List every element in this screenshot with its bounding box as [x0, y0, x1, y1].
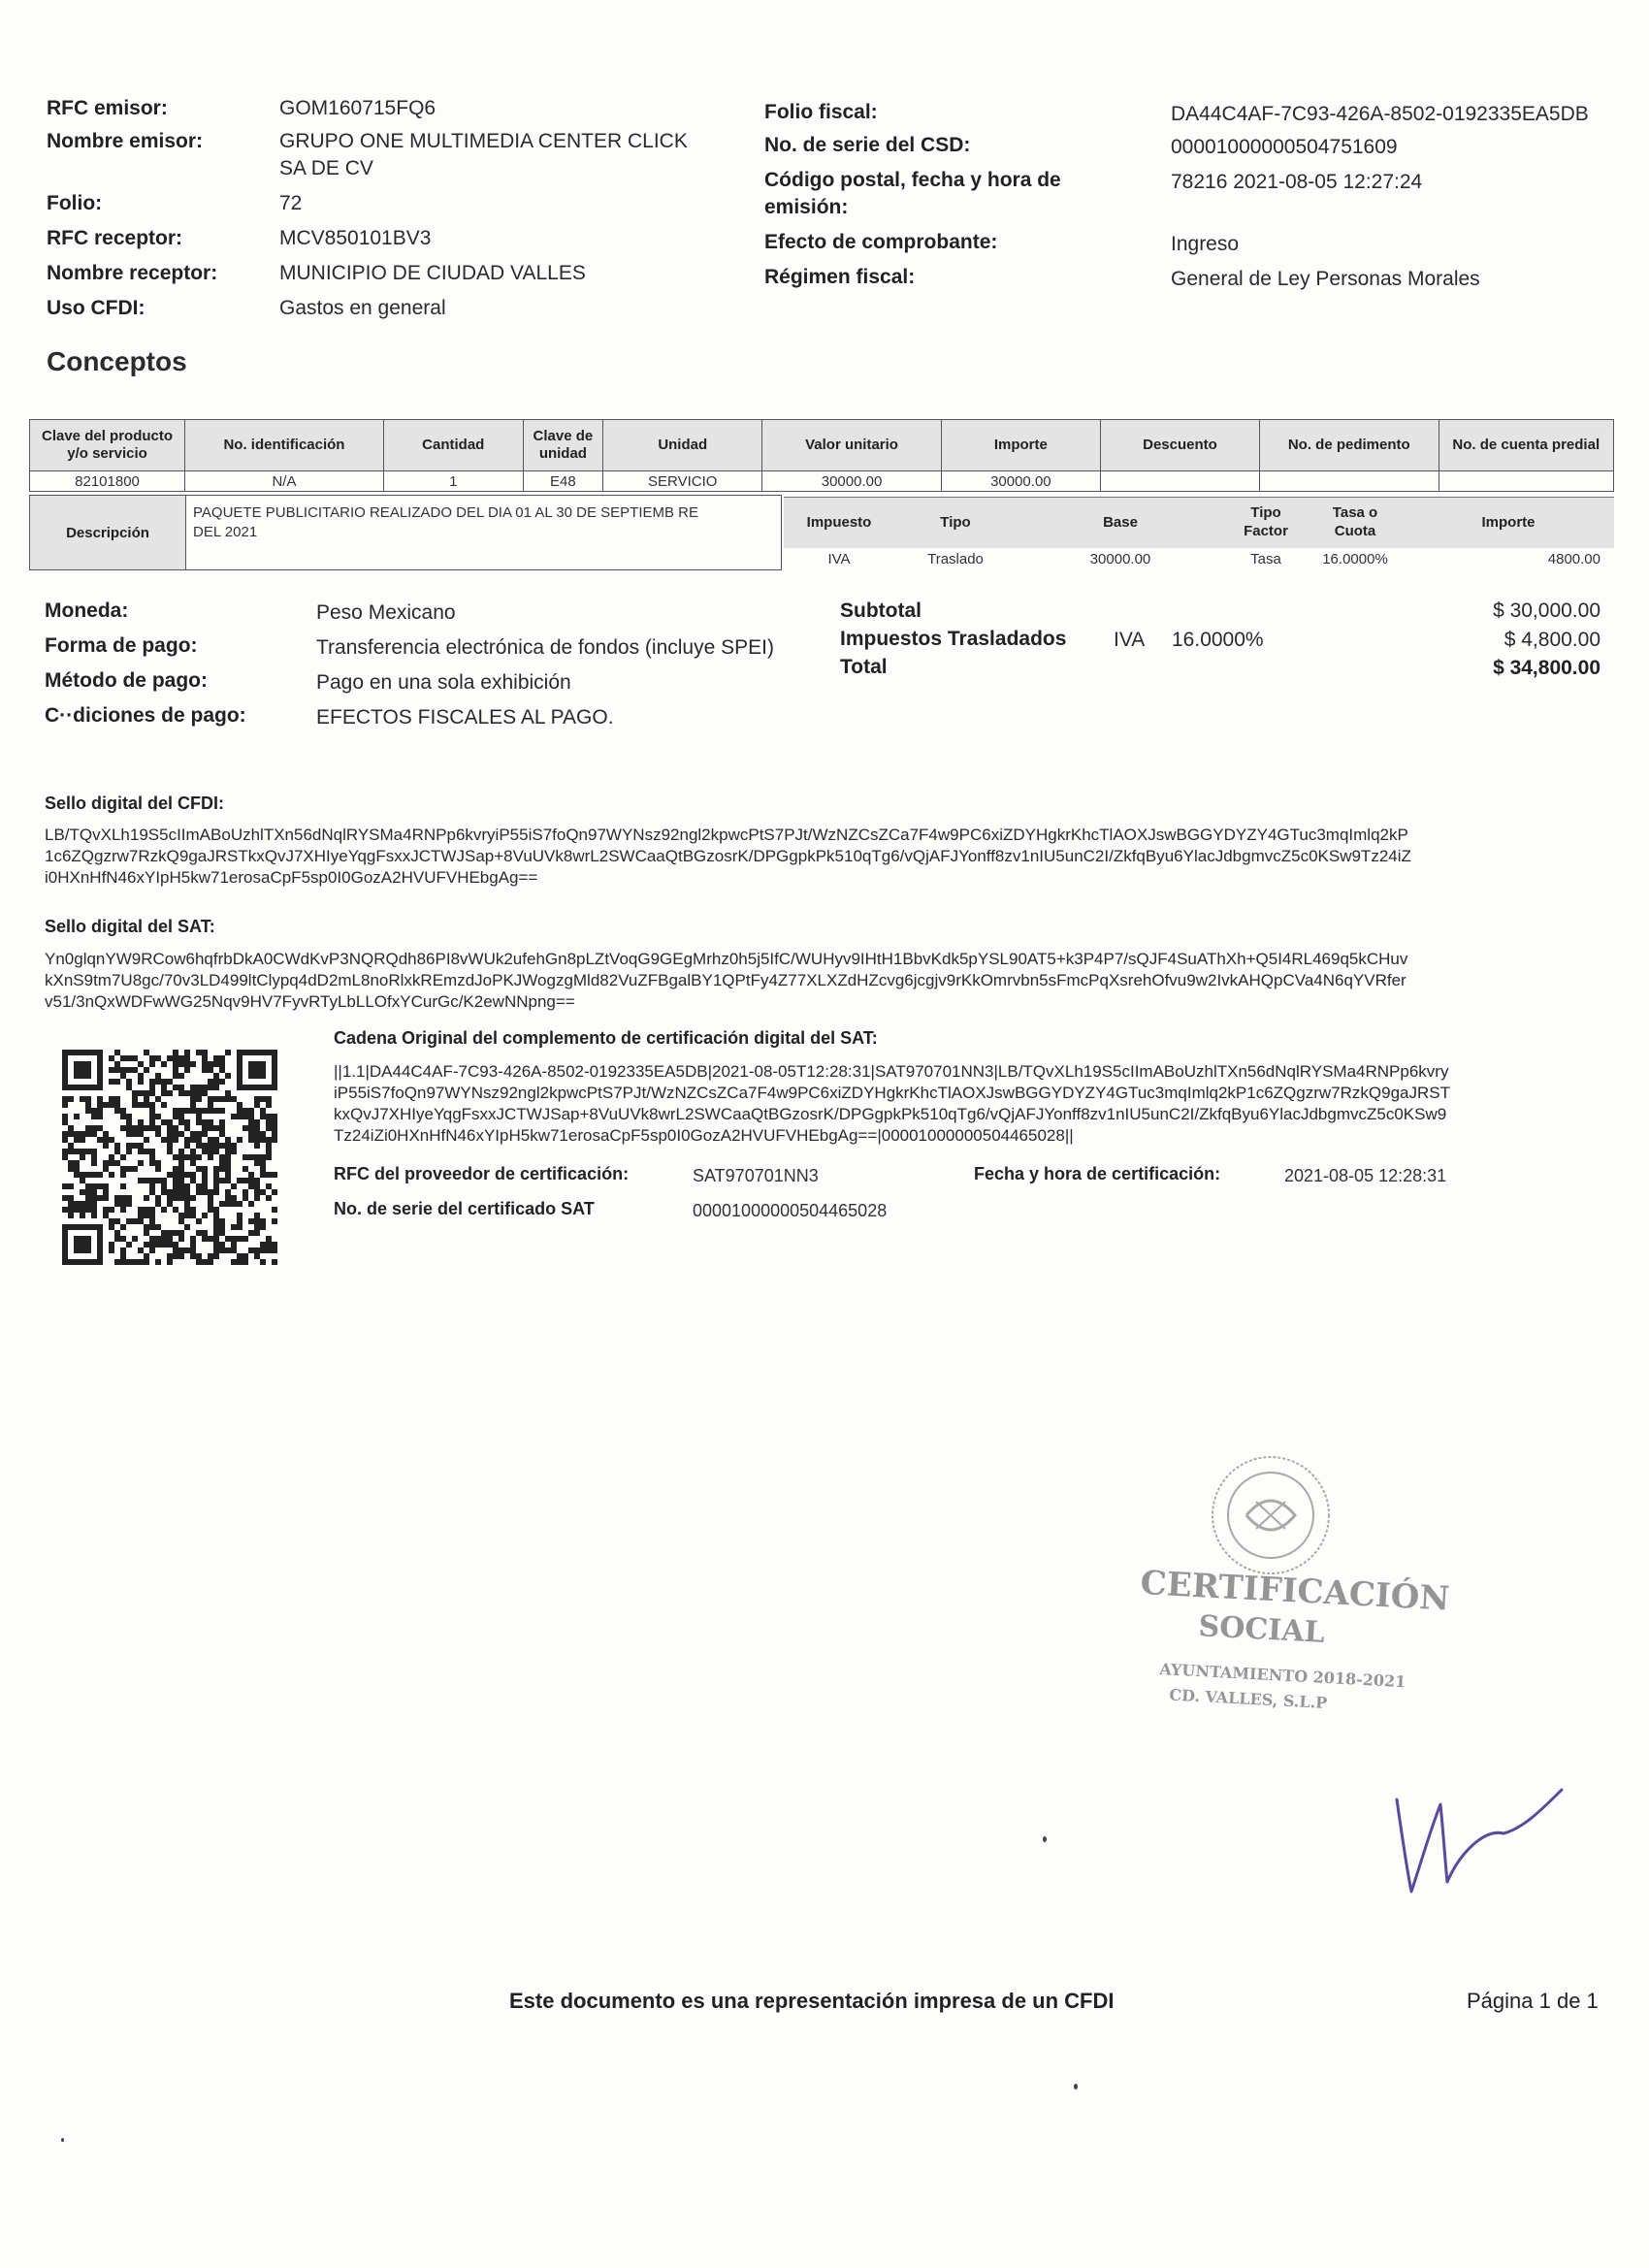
cell-no-pedimento: [1260, 471, 1439, 492]
rfc-proveedor-label: RFC del proveedor de certificación:: [334, 1164, 630, 1183]
tax-header-tipo-factor-2: Factor: [1244, 523, 1288, 539]
header-importe: Importe: [941, 420, 1100, 471]
cp-fecha-value: 78216 2021-08-05 12:27:24: [1171, 171, 1423, 193]
header-clave-unidad: Clave de unidad: [523, 420, 603, 471]
sello-sat-text: [45, 949, 1616, 1013]
cell-clave-unidad: E48: [523, 471, 603, 492]
footer-note: Este documento es una representación impresa de un CFDI: [509, 1989, 1115, 2013]
descripcion-line1: PAQUETE PUBLICITARIO REALIZADO DEL DIA 01 AL 30 DE SEPTIEMB RE: [193, 504, 698, 521]
cell-clave-producto: 82101800: [30, 471, 185, 492]
tax-header-tipo: Tipo: [940, 514, 971, 531]
cell-importe: 30000.00: [941, 471, 1100, 492]
rfc-proveedor-value: SAT970701NN3: [693, 1166, 819, 1185]
sello-sat-line: kXnS9tm7U8gc/70v3LD499ltClypq4dD2mL8noRlxkREmzdJoPKJWogzgMld82VuZFBgalBY1QPtFy4Z77XLXZdHZcvg6jcgjv9rKkOmrvbn5sFmcPqXsrehOfvu9w2IvkAHQpCVa4N6qYVRfer: [45, 971, 1406, 989]
cadena-line: ||1.1|DA44C4AF-7C93-426A-8502-0192335EA5DB|2021-08-05T12:28:31|SAT970701NN3|LB/TQvXLh19S5cIImABoUzhlTXn56dNqlRYSMa4RNPp6kvry: [334, 1062, 1449, 1081]
sello-cfdi-line: 1c6ZQgzrw7RzkQ9gaJRSTkxQvJ7XHIyeYqgFsxxJCTWJSap+8VuUVk8wrL2SWCaaQtBGzosrK/DPGgpkPk510qTg6/vQjAFJYonff8zv1nIU5unC2I/ZkfqByu6YlacJdbgmvcZ5c0KSw9Tz24iZ: [45, 847, 1411, 865]
header-valor-unitario: Valor unitario: [762, 420, 942, 471]
cell-descuento: [1100, 471, 1259, 492]
descripcion-box: [29, 495, 782, 570]
header-cantidad: Cantidad: [383, 420, 523, 471]
header-cuenta-predial: No. de cuenta predial: [1439, 420, 1613, 471]
tax-header-base: Base: [1103, 514, 1138, 531]
svg-text:CD. VALLES, S.L.P: CD. VALLES, S.L.P: [1168, 1685, 1328, 1713]
rfc-receptor-value: MCV850101BV3: [279, 227, 432, 249]
impuestos-tasa: 16.0000%: [1172, 629, 1264, 651]
header-no-identificacion: No. identificación: [185, 420, 384, 471]
regimen-value: General de Ley Personas Morales: [1171, 268, 1480, 290]
uso-cfdi-label: Uso CFDI:: [47, 297, 146, 319]
tax-header-tipo-factor-1: Tipo: [1250, 504, 1281, 521]
sello-sat-line: v51/3nQxWDFwWG25Nqv9HV7FyvRTyLbLLOfxYCurGc/K2ewNNpng==: [45, 992, 575, 1011]
subtotal-value: $ 30,000.00: [1493, 599, 1600, 622]
condiciones-pago-label: C··diciones de pago:: [45, 704, 246, 727]
cell-cantidad: 1: [383, 471, 523, 492]
sello-sat-line: Yn0glqnYW9RCow6hqfrbDkA0CWdKvP3NQRQdh86PI8vWUk2ufehGn8pLZtVoqG9GEgMrhz0h5j5IfC/WUHyv9IHtH1BbvKdk5pYSL90AT5+k3P4P7/sQJF4SuAThXh+Q5I4RL469q5kCHuv: [45, 950, 1408, 968]
moneda-label: Moneda:: [45, 599, 129, 622]
folio-fiscal-label: Folio fiscal:: [764, 101, 878, 123]
conceptos-title: Conceptos: [47, 346, 187, 376]
moneda-value: Peso Mexicano: [316, 601, 456, 624]
svg-text:SOCIAL: SOCIAL: [1197, 1609, 1326, 1650]
subtotal-label: Subtotal: [840, 599, 922, 622]
header-no-pedimento: No. de pedimento: [1260, 420, 1439, 471]
rfc-emisor-value: GOM160715FQ6: [279, 97, 436, 119]
regimen-label: Régimen fiscal:: [764, 266, 916, 288]
signature-icon: [1377, 1775, 1571, 1901]
condiciones-pago-value: EFECTOS FISCALES AL PAGO.: [316, 706, 614, 729]
folio-label: Folio:: [47, 192, 103, 214]
cadena-line: kxQvJ7XHIyeYqgFsxxJCTWJSap+8VuUVk8wrL2SWCaaQtBGzosrK/DPGgpkPk510qTg6/vQjAFJYonff8zv1nIU5unC2I/ZkfqByu6YlacJdbgmvcZ5c0KSw9: [334, 1105, 1447, 1123]
cadena-original-text: [334, 1061, 1614, 1147]
table-row: [30, 471, 1614, 492]
serie-csd-label: No. de serie del CSD:: [764, 134, 971, 156]
scan-speck: [1074, 2084, 1078, 2090]
nombre-receptor-label: Nombre receptor:: [47, 262, 218, 284]
tax-header-impuesto: Impuesto: [806, 514, 872, 531]
header-clave-producto: Clave del producto y/o servicio: [30, 420, 185, 471]
cp-fecha-label-line1: Código postal, fecha y hora de: [764, 169, 1061, 191]
page-number: Página 1 de 1: [1467, 1989, 1599, 2013]
serie-certificado-sat-label: No. de serie del certificado SAT: [334, 1199, 595, 1218]
nombre-emisor-line1: GRUPO ONE MULTIMEDIA CENTER CLICK: [279, 130, 688, 152]
concepts-table: [29, 419, 1614, 492]
descripcion-text: [193, 503, 794, 542]
tax-tipo: Traslado: [927, 551, 984, 567]
serie-csd-value: 00001000000504751609: [1171, 136, 1398, 158]
cp-fecha-label-line2: emisión:: [764, 196, 849, 218]
efecto-label: Efecto de comprobante:: [764, 231, 998, 253]
nombre-emisor-line2: SA DE CV: [279, 157, 373, 179]
sello-sat-label: Sello digital del SAT:: [45, 917, 215, 936]
metodo-pago-value: Pago en una sola exhibición: [316, 671, 571, 694]
metodo-pago-label: Método de pago:: [45, 669, 208, 692]
cadena-line: Tz24iZi0HXnHfN46xYIpH5kw71erosaCpF5sp0I0GozA2HVUFVHEbgAg==|00001000000504465028||: [334, 1126, 1074, 1145]
tax-header-tasa-1: Tasa o: [1332, 504, 1378, 521]
total-value: $ 34,800.00: [1493, 657, 1600, 679]
tax-importe: 4800.00: [1547, 551, 1600, 567]
tax-impuesto: IVA: [827, 551, 851, 567]
forma-pago-value: Transferencia electrónica de fondos (incluye SPEI): [316, 636, 774, 659]
impuestos-tipo: IVA: [1114, 629, 1146, 651]
svg-text:AYUNTAMIENTO 2018-2021: AYUNTAMIENTO 2018-2021: [1158, 1660, 1406, 1692]
sello-cfdi-line: i0HXnHfN46xYIpH5kw71erosaCpF5sp0I0GozA2HVUFVHEbgAg==: [45, 868, 538, 887]
fecha-certificacion-label: Fecha y hora de certificación:: [974, 1164, 1221, 1183]
impuestos-trasladados-label: Impuestos Trasladados: [840, 628, 1067, 650]
uso-cfdi-value: Gastos en general: [279, 297, 446, 319]
sello-cfdi-text: [45, 825, 1616, 889]
tax-header-tasa-2: Cuota: [1334, 523, 1376, 539]
serie-certificado-sat-value: 00001000000504465028: [693, 1201, 888, 1220]
total-label: Total: [840, 656, 888, 678]
folio-fiscal-value: DA44C4AF-7C93-426A-8502-0192335EA5DB: [1171, 103, 1589, 125]
rfc-receptor-label: RFC receptor:: [47, 227, 183, 249]
header-unidad: Unidad: [603, 420, 762, 471]
header-descuento: Descuento: [1100, 420, 1259, 471]
impuestos-value: $ 4,800.00: [1504, 629, 1600, 651]
efecto-value: Ingreso: [1171, 233, 1240, 255]
descripcion-line2: DEL 2021: [193, 524, 258, 540]
scan-speck: [1043, 1836, 1047, 1842]
tax-header-importe: Importe: [1481, 514, 1536, 531]
descripcion-label: Descripción: [30, 496, 186, 569]
nombre-emisor-label: Nombre emisor:: [47, 130, 204, 152]
sello-cfdi-label: Sello digital del CFDI:: [45, 794, 225, 813]
cadena-original-label: Cadena Original del complemento de certificación digital del SAT:: [334, 1028, 878, 1048]
qr-code-icon: [62, 1050, 277, 1265]
folio-value: 72: [279, 192, 303, 214]
tax-tipo-factor: Tasa: [1250, 551, 1281, 567]
forma-pago-label: Forma de pago:: [45, 634, 198, 657]
official-stamp-icon: [1130, 1455, 1451, 1756]
cadena-line: iP55iS7foQn97WYNsz92ngl2kpwcPtS7PJt/WzNZCsZCa7F4w9PC6xiZDYHgkrKhcTlAOXJswBGGYDYZY4GTuc3mqImlq2kP1c6ZQgzrw7RzkQ9gaJRST: [334, 1084, 1450, 1102]
cell-no-identificacion: N/A: [185, 471, 384, 492]
concepts-header-row: [30, 420, 1614, 471]
nombre-receptor-value: MUNICIPIO DE CIUDAD VALLES: [279, 262, 586, 284]
tax-base: 30000.00: [1089, 551, 1151, 567]
rfc-emisor-label: RFC emisor:: [47, 97, 168, 119]
tax-header-tasa: [1316, 503, 1394, 540]
tax-tasa: 16.0000%: [1322, 551, 1388, 567]
sello-cfdi-line: LB/TQvXLh19S5cIImABoUzhlTXn56dNqlRYSMa4RNPp6kvryiP55iS7foQn97WYNsz92ngl2kpwcPtS7PJt/WzNZCsZCa7F4w9PC6xiZDYHgkrKhcTlAOXJswBGGYDYZY4GTuc3mqImlq2kP: [45, 826, 1408, 844]
cell-valor-unitario: 30000.00: [762, 471, 942, 492]
cell-unidad: SERVICIO: [603, 471, 762, 492]
scan-speck: [61, 2138, 64, 2142]
tax-header-tipo-factor: [1227, 503, 1305, 540]
svg-text:CERTIFICACIÓN: CERTIFICACIÓN: [1139, 1563, 1451, 1619]
fecha-certificacion-value: 2021-08-05 12:28:31: [1284, 1166, 1447, 1185]
cell-cuenta-predial: [1439, 471, 1613, 492]
